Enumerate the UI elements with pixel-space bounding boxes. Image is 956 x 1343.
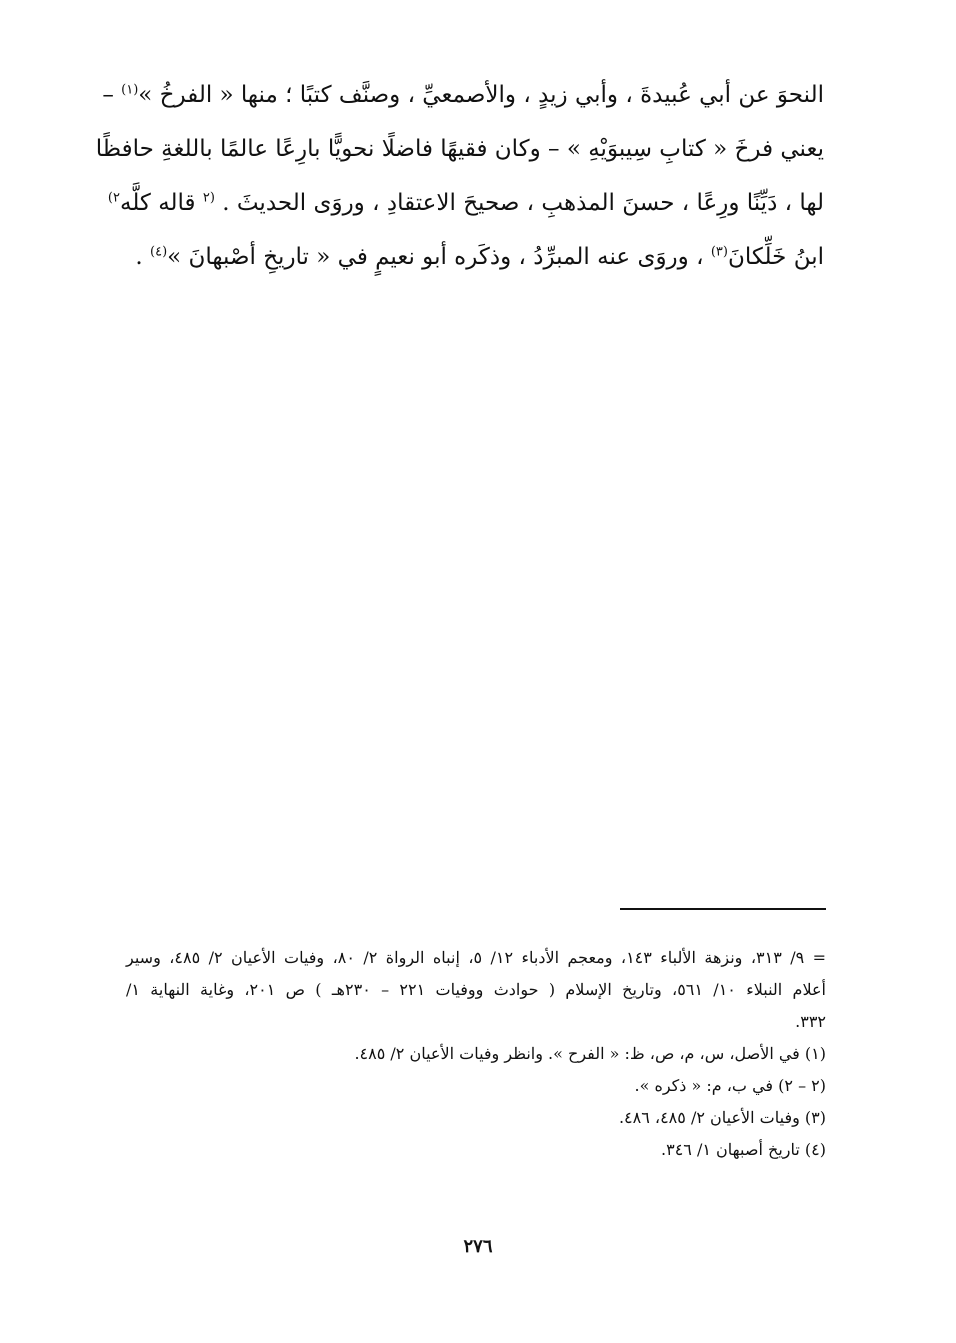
page-number: ٢٧٦ — [463, 1236, 493, 1257]
footnotes-block — [126, 942, 826, 1166]
main-line-2-text: يعني فرخَ « كتابِ سِيبوَيْهِ » – وكان فقيهًا فاضلًا نحويًّا بارِعًا عالمًا باللغةِ حافظًا — [95, 136, 824, 162]
main-line-4 — [128, 230, 824, 284]
main-line-3-text: لها ، دَيِّنًا ورِعًا ، حسنَ المذهبِ ، صحيحَ الاعتقادِ ، وروَى الحديثَ . — [214, 190, 824, 216]
footnote-ref-2-open: (٢ — [202, 190, 215, 206]
footnote-separator — [620, 908, 826, 910]
main-line-4-end: . — [135, 244, 150, 270]
main-line-4-text: ابنُ خَلِّكانَ — [727, 244, 824, 270]
footnote-ref-3: (٣) — [710, 244, 728, 260]
main-line-1-after: – — [102, 82, 122, 108]
main-line-1 — [102, 68, 824, 122]
footnote-ref-2-close: ٢) — [107, 190, 120, 206]
main-line-3 — [107, 176, 824, 230]
footnote-2: (٢ – ٢) في ب، م: « ذكره ». — [634, 1076, 826, 1095]
main-text-block — [95, 68, 824, 284]
footnote-4: (٤) تاريخ أصبهان ١/ ٣٤٦. — [661, 1140, 826, 1159]
footnote-ref-4: (٤) — [150, 244, 168, 260]
main-line-3-after: قاله كلَّه — [119, 190, 203, 216]
footnote-continuation-line-3: ٣٣٢. — [795, 1012, 826, 1031]
footnote-1: (١) في الأصل، س، م، ص، ظ: « الفرح ». وانظر وفيات الأعيان ٢/ ٤٨٥. — [354, 1044, 826, 1063]
main-line-2 — [95, 122, 824, 176]
footnote-continuation-line-1: = ٩/ ٣١٣، ونزهة الألباء ١٤٣، ومعجم الأدباء ١٢/ ٥، إنباه الرواة ٢/ ٨٠، وفيات الأعيان ٢/ ٤٨٥، وسير — [126, 948, 827, 967]
main-line-1-text: النحوَ عن أبي عُبيدةَ ، وأبي زيدٍ ، والأصمعيِّ ، وصنَّف كتبًا ؛ منها « الفرخُ » — [138, 82, 824, 108]
footnote-continuation-line-2: أعلام النبلاء ١٠/ ٥٦١، وتاريخ الإسلام ( حوادث ووفيات ٢٢١ – ٢٣٠هـ ) ص ٢٠١، وغاية النهاية ١/ — [126, 980, 827, 999]
footnote-ref-1: (١) — [121, 82, 139, 98]
footnote-3: (٣) وفيات الأعيان ٢/ ٤٨٥، ٤٨٦. — [618, 1108, 826, 1127]
main-line-4-after: ، وروَى عنه المبرِّدُ ، وذكَره أبو نعيمٍ في « تاريخِ أصْبهانَ » — [167, 244, 711, 270]
